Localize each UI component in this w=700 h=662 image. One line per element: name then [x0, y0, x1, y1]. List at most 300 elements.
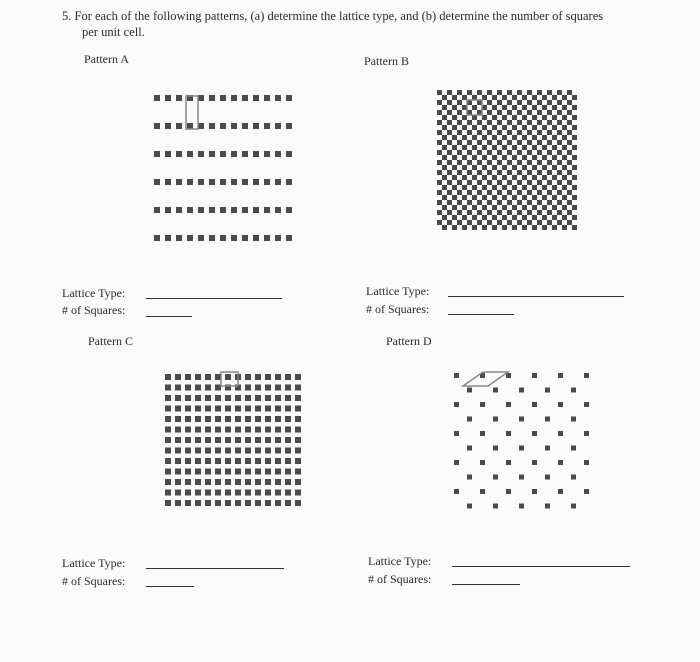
pattern-b-squares-answer[interactable] [448, 314, 514, 315]
pattern-b-square [547, 220, 552, 225]
pattern-a-square [242, 235, 248, 241]
pattern-b-square [527, 200, 532, 205]
pattern-a-square [154, 95, 160, 101]
pattern-a-square [209, 207, 215, 213]
pattern-c-square [185, 395, 191, 401]
pattern-a-square [231, 179, 237, 185]
pattern-b-square [437, 220, 442, 225]
pattern-b-square [547, 140, 552, 145]
pattern-d-square [558, 489, 563, 494]
pattern-b-square [522, 125, 527, 130]
pattern-b-square [512, 155, 517, 160]
pattern-c-lattice-label: Lattice Type: [62, 556, 126, 570]
pattern-b-square [542, 135, 547, 140]
pattern-b-square [532, 195, 537, 200]
pattern-d-square [493, 417, 498, 422]
pattern-b-square [497, 160, 502, 165]
pattern-a-square [231, 95, 237, 101]
pattern-c-square [275, 469, 281, 475]
pattern-c-square [225, 469, 231, 475]
pattern-b-square [492, 115, 497, 120]
pattern-c-square [275, 385, 281, 391]
pattern-b-square [452, 115, 457, 120]
pattern-c-square [255, 406, 261, 412]
pattern-a-square [275, 123, 281, 129]
pattern-b-square [442, 225, 447, 230]
pattern-a-square [253, 95, 259, 101]
pattern-b-square [487, 200, 492, 205]
pattern-b-square [497, 170, 502, 175]
pattern-b-square [442, 95, 447, 100]
pattern-a-square [165, 207, 171, 213]
pattern-b-square [547, 130, 552, 135]
pattern-b-square [457, 130, 462, 135]
pattern-d-square [571, 446, 576, 451]
pattern-b-square [552, 105, 557, 110]
pattern-b-square [462, 225, 467, 230]
pattern-b-square [572, 155, 577, 160]
pattern-b-square [472, 215, 477, 220]
pattern-b-square [487, 110, 492, 115]
pattern-c-square [175, 479, 181, 485]
pattern-b-square [527, 110, 532, 115]
pattern-b-square [527, 140, 532, 145]
pattern-b-square [537, 120, 542, 125]
pattern-b-square [452, 145, 457, 150]
pattern-a-lattice-answer[interactable] [146, 298, 282, 299]
pattern-c-square [205, 490, 211, 496]
pattern-c-square [215, 500, 221, 506]
pattern-d-square [506, 489, 511, 494]
pattern-b-square [462, 125, 467, 130]
pattern-b-square [527, 120, 532, 125]
pattern-b-square [537, 140, 542, 145]
pattern-b-square [502, 225, 507, 230]
pattern-b-square [542, 205, 547, 210]
pattern-b-square [487, 130, 492, 135]
pattern-c-title: Pattern C [88, 334, 133, 348]
pattern-c-square [285, 416, 291, 422]
pattern-a-square [220, 235, 226, 241]
pattern-b-square [552, 225, 557, 230]
pattern-b-square [517, 220, 522, 225]
pattern-b-square [447, 210, 452, 215]
pattern-b-square [477, 200, 482, 205]
pattern-b-square [512, 215, 517, 220]
pattern-c-square [235, 458, 241, 464]
pattern-b-square [452, 185, 457, 190]
pattern-d-square [571, 475, 576, 480]
pattern-b-square [572, 205, 577, 210]
pattern-b-square [477, 180, 482, 185]
pattern-c-square [205, 448, 211, 454]
pattern-b-square [557, 180, 562, 185]
pattern-c-square [195, 448, 201, 454]
pattern-b-square [452, 135, 457, 140]
pattern-c-square [195, 490, 201, 496]
pattern-c-square [255, 395, 261, 401]
pattern-b-square [567, 180, 572, 185]
pattern-c-square [185, 374, 191, 380]
pattern-c-square [275, 500, 281, 506]
pattern-a-squares-answer[interactable] [146, 316, 192, 317]
pattern-b-square [522, 215, 527, 220]
pattern-b-square [562, 105, 567, 110]
pattern-c-square [265, 427, 271, 433]
pattern-c-square [255, 479, 261, 485]
pattern-a-square [176, 207, 182, 213]
pattern-a-square [242, 207, 248, 213]
pattern-c-square [225, 395, 231, 401]
pattern-c-square [175, 395, 181, 401]
pattern-c-square [175, 469, 181, 475]
pattern-b-square [562, 145, 567, 150]
pattern-a-square [165, 235, 171, 241]
pattern-d-square [454, 402, 459, 407]
pattern-c-square [185, 416, 191, 422]
pattern-b-square [467, 120, 472, 125]
pattern-b-square [547, 190, 552, 195]
pattern-c-square [165, 427, 171, 433]
pattern-b-square [517, 160, 522, 165]
pattern-c-square [285, 437, 291, 443]
pattern-a-square [253, 207, 259, 213]
pattern-d-squares-answer[interactable] [452, 584, 520, 585]
pattern-b-square [547, 150, 552, 155]
pattern-b-square [552, 95, 557, 100]
pattern-c-square [245, 490, 251, 496]
pattern-a-square [275, 179, 281, 185]
pattern-b-square [467, 210, 472, 215]
pattern-c-square [245, 469, 251, 475]
pattern-a-square [165, 123, 171, 129]
pattern-d-unit-cell [463, 372, 508, 386]
pattern-c-squares-answer[interactable] [146, 586, 194, 587]
pattern-b-square [532, 185, 537, 190]
pattern-b-square [567, 140, 572, 145]
pattern-a-square [209, 123, 215, 129]
pattern-d-square [467, 446, 472, 451]
pattern-a-square [275, 95, 281, 101]
pattern-d-square [584, 402, 589, 407]
pattern-d-graphic [448, 368, 593, 513]
pattern-c-square [195, 500, 201, 506]
pattern-b-square [497, 210, 502, 215]
pattern-c-square [235, 427, 241, 433]
pattern-b-square [492, 185, 497, 190]
pattern-c-lattice-answer[interactable] [146, 568, 284, 569]
pattern-b-square [507, 170, 512, 175]
pattern-c-square [265, 395, 271, 401]
pattern-d-square [532, 402, 537, 407]
pattern-b-square [452, 165, 457, 170]
pattern-b-square [477, 140, 482, 145]
pattern-c-graphic [165, 372, 310, 512]
pattern-b-lattice-answer[interactable] [448, 296, 624, 297]
pattern-a-graphic [150, 90, 300, 240]
pattern-c-square [275, 374, 281, 380]
pattern-b-square [467, 150, 472, 155]
pattern-b-square [502, 105, 507, 110]
pattern-b-square [537, 90, 542, 95]
pattern-b-square [532, 125, 537, 130]
pattern-b-square [522, 205, 527, 210]
pattern-c-square [205, 416, 211, 422]
pattern-b-square [567, 100, 572, 105]
pattern-c-square [195, 406, 201, 412]
pattern-c-square [235, 469, 241, 475]
pattern-b-title: Pattern B [364, 54, 409, 68]
pattern-d-square [480, 431, 485, 436]
pattern-d-title: Pattern D [386, 334, 432, 348]
pattern-b-square [472, 145, 477, 150]
pattern-b-square [482, 205, 487, 210]
pattern-c-square [275, 406, 281, 412]
pattern-b-square [467, 140, 472, 145]
pattern-c-square [275, 490, 281, 496]
pattern-b-square [482, 215, 487, 220]
pattern-a-square [154, 207, 160, 213]
pattern-b-square [507, 210, 512, 215]
pattern-c-square [205, 479, 211, 485]
pattern-b-square [567, 200, 572, 205]
pattern-c-square [275, 416, 281, 422]
pattern-a-square [275, 151, 281, 157]
pattern-b-square [442, 195, 447, 200]
pattern-a-square [231, 207, 237, 213]
pattern-b-square [507, 140, 512, 145]
pattern-c-square [225, 479, 231, 485]
pattern-b-square [472, 195, 477, 200]
pattern-a-square [242, 123, 248, 129]
pattern-b-square [447, 90, 452, 95]
pattern-c-square [225, 490, 231, 496]
pattern-b-square [527, 160, 532, 165]
pattern-b-square [492, 155, 497, 160]
pattern-b-square [452, 125, 457, 130]
pattern-c-square [285, 479, 291, 485]
pattern-b-square [487, 160, 492, 165]
pattern-b-square [462, 175, 467, 180]
pattern-b-square [457, 160, 462, 165]
pattern-b-square [542, 195, 547, 200]
pattern-b-square [572, 225, 577, 230]
pattern-c-square [265, 416, 271, 422]
pattern-d-square [493, 388, 498, 393]
pattern-b-square [437, 180, 442, 185]
pattern-c-square [235, 416, 241, 422]
pattern-c-square [285, 374, 291, 380]
pattern-b-square [442, 115, 447, 120]
pattern-b-square [537, 220, 542, 225]
pattern-c-square [225, 458, 231, 464]
pattern-b-square [517, 100, 522, 105]
pattern-d-square [480, 489, 485, 494]
pattern-a-square [253, 151, 259, 157]
pattern-b-square [472, 205, 477, 210]
pattern-d-square [532, 373, 537, 378]
pattern-b-square [462, 135, 467, 140]
pattern-d-square [467, 475, 472, 480]
pattern-b-square [507, 130, 512, 135]
pattern-b-square [537, 200, 542, 205]
pattern-c-square [265, 500, 271, 506]
pattern-b-square [552, 205, 557, 210]
pattern-c-square [275, 427, 281, 433]
pattern-d-square [584, 373, 589, 378]
pattern-a-square [220, 123, 226, 129]
pattern-c-square [265, 385, 271, 391]
pattern-b-square [537, 160, 542, 165]
pattern-d-square [454, 431, 459, 436]
pattern-d-square [532, 460, 537, 465]
pattern-a-square [220, 207, 226, 213]
pattern-b-square [527, 150, 532, 155]
pattern-c-square [195, 385, 201, 391]
pattern-b-square [557, 120, 562, 125]
pattern-c-square [205, 427, 211, 433]
pattern-c-square [205, 458, 211, 464]
pattern-b-square [472, 135, 477, 140]
pattern-b-square [492, 195, 497, 200]
pattern-b-square [572, 105, 577, 110]
pattern-d-lattice-answer[interactable] [452, 566, 630, 567]
pattern-c-square [215, 385, 221, 391]
pattern-c-square [245, 416, 251, 422]
pattern-c-square [195, 458, 201, 464]
pattern-b-square [457, 100, 462, 105]
pattern-b-square [512, 115, 517, 120]
pattern-b-square [522, 105, 527, 110]
pattern-b-square [557, 170, 562, 175]
pattern-b-square [567, 190, 572, 195]
pattern-d-square [571, 388, 576, 393]
pattern-d-square [506, 402, 511, 407]
pattern-c-square [265, 374, 271, 380]
pattern-c-square [165, 500, 171, 506]
pattern-b-square [447, 150, 452, 155]
pattern-c-square [215, 395, 221, 401]
pattern-c-square [255, 427, 261, 433]
pattern-b-square [442, 145, 447, 150]
pattern-c-square [165, 406, 171, 412]
pattern-c-square [245, 448, 251, 454]
pattern-b-square [502, 135, 507, 140]
pattern-d-square [506, 460, 511, 465]
pattern-b-square [537, 190, 542, 195]
pattern-a-square [176, 179, 182, 185]
pattern-d-square [493, 446, 498, 451]
pattern-b-square [517, 210, 522, 215]
pattern-b-square [572, 145, 577, 150]
pattern-d-square [480, 460, 485, 465]
pattern-a-title: Pattern A [84, 52, 129, 66]
pattern-b-square [507, 200, 512, 205]
pattern-c-square [175, 427, 181, 433]
pattern-b-square [512, 135, 517, 140]
pattern-d-square [493, 504, 498, 509]
pattern-b-square [567, 90, 572, 95]
pattern-b-square [447, 220, 452, 225]
pattern-c-square [245, 479, 251, 485]
pattern-d-square [532, 431, 537, 436]
pattern-b-square [477, 160, 482, 165]
pattern-b-square [477, 150, 482, 155]
pattern-a-square [187, 151, 193, 157]
pattern-b-square [572, 125, 577, 130]
pattern-c-square [225, 406, 231, 412]
pattern-c-square [185, 448, 191, 454]
pattern-b-square [442, 185, 447, 190]
pattern-c-square [295, 490, 301, 496]
pattern-d-square [584, 489, 589, 494]
pattern-b-square [552, 135, 557, 140]
pattern-b-square [442, 155, 447, 160]
pattern-b-square [522, 135, 527, 140]
pattern-b-square [492, 125, 497, 130]
pattern-b-square [527, 170, 532, 175]
pattern-b-square [512, 175, 517, 180]
pattern-b-square [452, 205, 457, 210]
pattern-b-square [507, 100, 512, 105]
pattern-b-square [562, 165, 567, 170]
pattern-d-square [545, 388, 550, 393]
pattern-b-square [452, 155, 457, 160]
pattern-c-square [205, 437, 211, 443]
pattern-c-square [215, 448, 221, 454]
pattern-c-square [235, 479, 241, 485]
pattern-a-square [253, 123, 259, 129]
pattern-b-square [502, 175, 507, 180]
pattern-b-square [497, 190, 502, 195]
pattern-a-square [176, 151, 182, 157]
pattern-b-square [537, 110, 542, 115]
pattern-c-square [275, 395, 281, 401]
pattern-b-square [502, 185, 507, 190]
pattern-b-square [497, 90, 502, 95]
pattern-d-square [480, 402, 485, 407]
pattern-b-square [562, 175, 567, 180]
pattern-b-square [562, 185, 567, 190]
pattern-b-square [522, 115, 527, 120]
pattern-d-square [454, 489, 459, 494]
pattern-b-square [537, 150, 542, 155]
pattern-b-square [512, 125, 517, 130]
pattern-d-squares-label: # of Squares: [368, 572, 432, 586]
pattern-b-square [542, 95, 547, 100]
pattern-b-square [462, 185, 467, 190]
pattern-c-square [265, 437, 271, 443]
pattern-b-square [557, 110, 562, 115]
pattern-b-square [542, 225, 547, 230]
pattern-b-square [522, 195, 527, 200]
pattern-b-square [447, 200, 452, 205]
pattern-a-square [220, 151, 226, 157]
pattern-b-square [522, 155, 527, 160]
pattern-b-square [547, 200, 552, 205]
pattern-a-square [165, 151, 171, 157]
pattern-c-square [175, 458, 181, 464]
pattern-b-square [457, 210, 462, 215]
pattern-c-square [295, 395, 301, 401]
question-5 [62, 8, 662, 40]
pattern-a-square [209, 179, 215, 185]
pattern-d-square [519, 388, 524, 393]
pattern-b-square [562, 135, 567, 140]
pattern-b-square [547, 120, 552, 125]
pattern-b-square [527, 130, 532, 135]
pattern-b-square [437, 100, 442, 105]
